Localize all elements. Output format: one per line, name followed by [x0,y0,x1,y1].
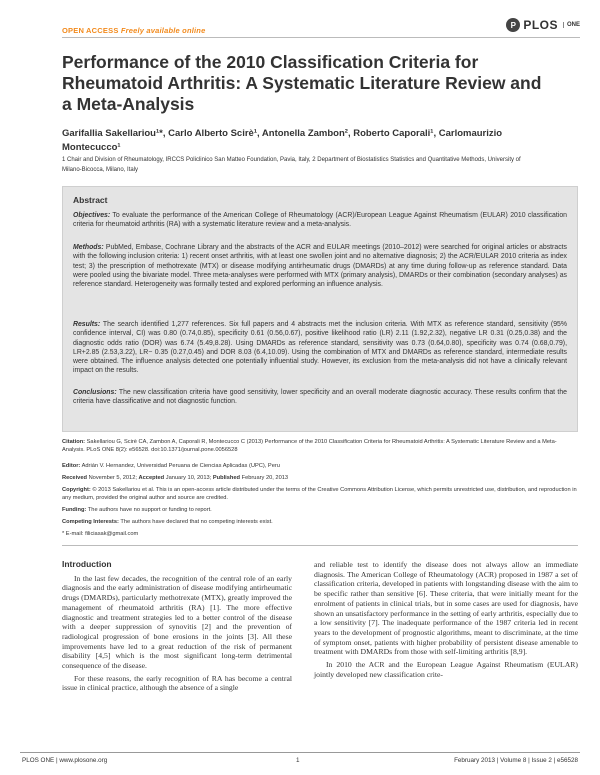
accepted-date: January 10, 2013; [164,475,213,481]
abstract-box [62,186,578,432]
methods-label: Methods: [73,244,104,251]
footer-journal-url[interactable]: PLOS ONE | www.plosone.org [22,757,108,764]
header-divider [62,37,580,38]
objectives-label: Objectives: [73,212,111,219]
article-title: Performance of the 2010 Classification Criteria for Rheumatoid Arthritis: A Systematic Literature Review and a Meta-Analysis [62,52,542,114]
editor-label: Editor: [62,463,81,469]
editor [62,462,578,470]
conclusions-label: Conclusions: [73,389,117,396]
citation-label: Citation: [62,439,86,445]
contact-email[interactable]: * E-mail: filiciasak@gmail.com [62,531,139,537]
page-number: 1 [296,757,300,764]
intro-paragraph-2: For these reasons, the early recognition of RA has become a central issue in clinical practice, although the absence of a single [62,673,292,693]
abstract-conclusions [73,388,567,407]
published-label: Published [212,475,241,481]
funding [62,506,578,514]
conclusions-text: The new classification criteria have good sensitivity, lower specificity and an overall moderate diagnostic accuracy. These results confirm that the criteria have classificative and not diagnostic function. [73,389,567,406]
methods-text: PubMed, Embase, Cochrane Library and the abstracts of the ACR and EULAR meetings (2010–2012) were searched for original articles or abstracts with the following inclusion criteria: 1) recent onset arthritis, with at least one swollen joint and no alternative diagnosis; 2) the ACR/EULAR 2010 criteria as index test; 3) the prescription of methotrexate (MTX) or disease modifying antirheumatic drugs (DMARDs) at any time during follow-up as reference standard. Data were pooled using the bivariate model. Three meta-analyses were performed with MTX (primary analysis), DMARDs or their combination (secondary analyses) as reference standard. Heterogeneity was formally tested and explored performing an influence analysis. [73,244,567,289]
citation [62,438,578,455]
abstract-objectives [73,211,567,230]
citation-text: Sakellariou G, Scirè CA, Zambon A, Caporali R, Montecucco C (2013) Performance of the 2010 Classification Criteria for Rheumatoid Arthritis: A Systematic Literature Review and a Meta-Analysis. PLoS ONE 8(2): e56528. doi:10.1371/journal.pone.0056528 [62,439,557,454]
plos-one-logo [506,18,580,32]
results-label: Results: [73,321,101,328]
open-access-label: OPEN ACCESS [62,26,119,35]
intro-paragraph-3: and reliable test to identify the disease does not always allow an immediate diagnosis. The American College of Rheumatology (ACR) proposed in 1987 a set of classification criteria, developed in patients with longstanding disease with the aim to be specific rather than sensitive [6]. These criteria, that were initially meant for the enrolment of patients in clinical trials, but in some cases are used for diagnosis, have shown an unsatisfactory performance in the setting of early arthritis, especially due to a low sensitivity [7]. The inadequate performance of the 1987 criteria led in recent years to the development of prognostic algorithms, meant to discriminate, at the time of symptom onset, patients with higher probability of persistent disease amenable to treatment with DMARDs from those with self-limiting arthritis [8,9]. [314,560,578,657]
abstract-heading: Abstract [73,195,108,205]
published-date: February 20, 2013 [240,475,289,481]
received-date: November 5, 2012; [86,475,139,481]
competing-label: Competing Interests: [62,519,119,525]
freely-available-label: Freely available online [120,26,206,35]
affiliations: 1 Chair and Division of Rheumatology, IRCCS Policlinico San Matteo Foundation, Pavia, Italy, 2 Department of Biostatistics Statistics and Quantitative Methods, University of Milano-Bicocca, Milano, Italy [62,157,521,173]
funding-text: The authors have no support or funding to report. [86,507,212,513]
logo-name: PLOS [523,18,558,32]
intro-heading: Introduction [62,559,112,569]
logo-journal: ONE [563,22,580,28]
copyright [62,486,578,503]
author-list: Garifallia Sakellariou¹*, Carlo Alberto Scirè¹, Antonella Zambon², Roberto Caporali¹, Carlomaurizio Montecucco¹ [62,128,503,153]
editor-text: Adrián V. Hernandez, Universidad Peruana de Ciencias Aplicadas (UPC), Peru [80,463,280,469]
open-access-banner [62,26,205,35]
competing-interests [62,518,578,526]
intro-column-left [62,560,292,696]
abstract-methods [73,243,567,289]
intro-paragraph-1: In the last few decades, the recognition of the central role of an early diagnosis and the early administration of disease modifying antirheumatic drugs (DMARDs), particularly methotrexate (MTX), greatly improved the management of rheumatoid arthritis (RA) [1]. The more effective diagnostic and treatment strategies led to a better control of the disease with a deeper suppression of synovitis [2] and the prevention of radiological progression of bone erosions in the joints [3]. All these improvements have led to a great reduction of the risk of permanent disability [4,5] which is the most significant long-term detrimental consequence of the disease. [62,573,292,671]
dates [62,474,578,482]
meta-divider [62,545,578,546]
copyright-text: © 2013 Sakellariou et al. This is an open-access article distributed under the terms of the Creative Commons Attribution License, which permits unrestricted use, distribution, and reproduction in any medium, provided the original author and source are credited. [62,487,577,502]
funding-label: Funding: [62,507,87,513]
accepted-label: Accepted [138,475,165,481]
footer-divider [20,752,580,753]
results-text: The search identified 1,277 references. Six full papers and 4 abstracts met the inclusion criteria. With MTX as reference standard, sensitivity (95% confidence interval, CI) was 0.80 (0.74,0.85), specificity 0.61 (0.56,0.67), positive likelihood ratio (LR) 2.11 (1.92,2.32), negative LR 0.31 (0.25,0.38) and the diagnostic odds ratio (DOR) was 6.74 (5.49,8.28). Using DMARDs as reference standard, sensitivity was 0.73 (0.64,0.80), specificity was 0.74 (0.68,0.79), LR+2.85 (2.53,3.22), LR− 0.35 (0.27,0.45) and DOR 8.03 (6.4,10.09). Using the combination of MTX and DMARDs as reference standard, intermediate results were obtained. The influence analysis detected one potentially influential study. However, its exclusion from the meta-analysis did not have a clinically relevant impact on the results. [73,321,567,375]
competing-text: The authors have declared that no competing interests exist. [118,519,273,525]
copyright-label: Copyright: [62,487,91,493]
intro-column-right [314,560,578,682]
abstract-results [73,320,567,376]
intro-paragraph-4: In 2010 the ACR and the European League Against Rheumatism (EULAR) jointly developed new classification crite- [314,660,578,679]
footer-issue-info: February 2013 | Volume 8 | Issue 2 | e56528 [454,757,578,764]
received-label: Received [62,475,87,481]
objectives-text: To evaluate the performance of the American College of Rheumatology (ACR)/European League Against Rheumatism (EULAR) 2010 classification criteria for rheumatoid arthritis (RA) with a systematic literature review and a meta-analysis. [73,212,567,229]
plos-logo-icon: P [506,18,520,32]
